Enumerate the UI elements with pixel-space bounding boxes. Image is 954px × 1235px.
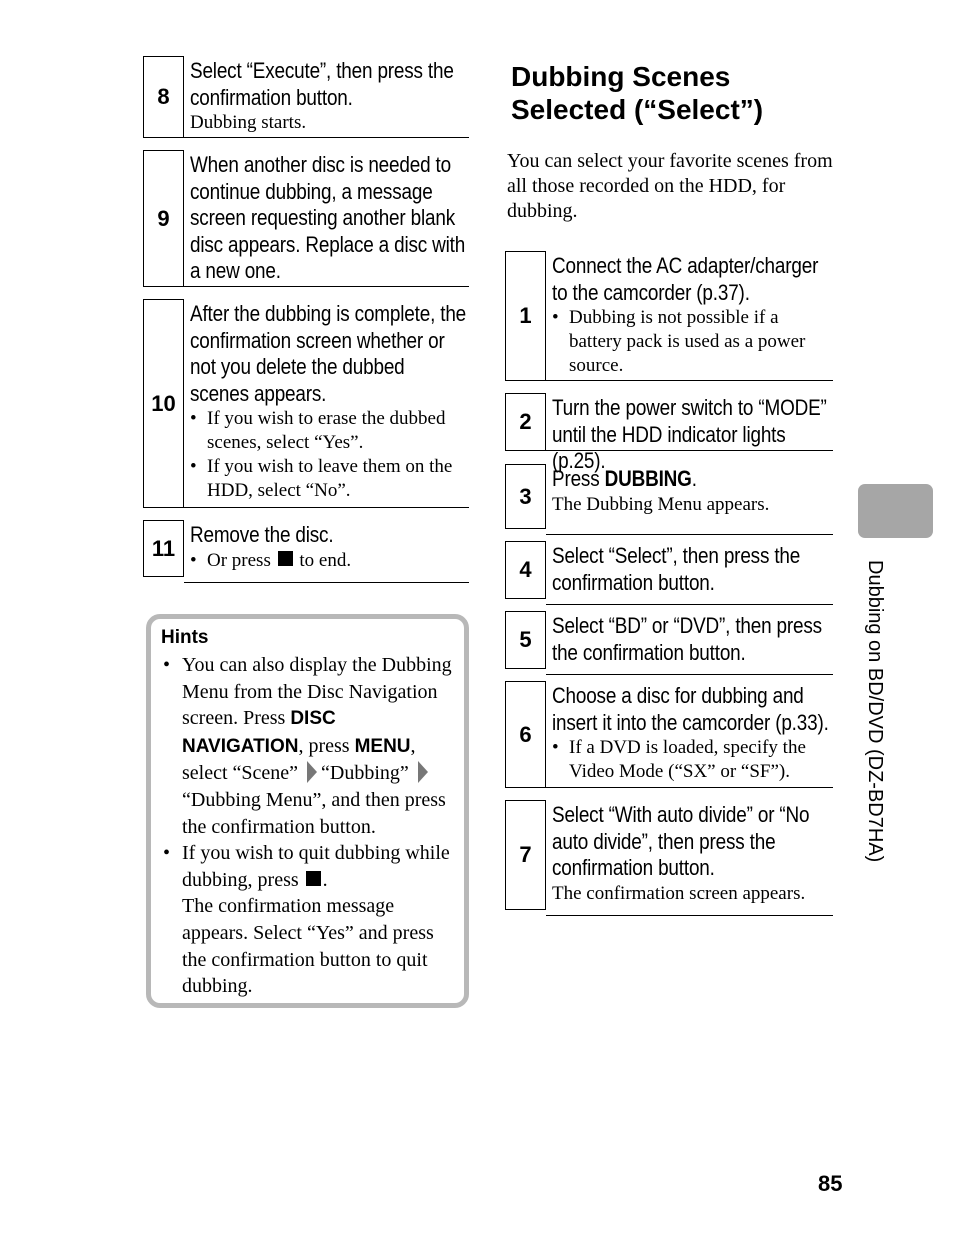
side-label-text: Dubbing on BD/DVD (DZ-BD7HA) (864, 560, 886, 863)
step-3 (505, 464, 833, 529)
step-divider (546, 534, 833, 535)
step-title: Select “Execute”, then press the confirmation button. (190, 58, 454, 110)
step-divider (546, 787, 833, 788)
step-number: 3 (505, 464, 546, 529)
menu-key: MENU (354, 735, 411, 757)
hints-box (146, 614, 469, 1008)
step-number: 5 (505, 611, 546, 669)
stop-icon (306, 871, 321, 886)
step-number: 8 (143, 56, 184, 138)
step-number: 2 (505, 393, 546, 451)
step-title: Turn the power switch to “MODE” until the HDD indicator lights (p.25). (552, 395, 827, 473)
hint-text: The confirmation message appears. Select “Yes” and press the confirmation button to quit dubbing. (182, 895, 434, 998)
step-number: 9 (143, 150, 184, 287)
arrow-right-icon (418, 761, 428, 783)
bullet-item: • Dubbing is not possible if a battery pack is used as a power source. (552, 306, 833, 378)
chapter-tab (858, 484, 933, 538)
step-divider (546, 604, 833, 605)
step-7 (505, 800, 833, 910)
step-description: The Dubbing Menu appears. (552, 493, 770, 515)
step-number: 7 (505, 800, 546, 910)
bullet-prefix: Or press (207, 549, 271, 571)
title-text: Press (552, 466, 600, 491)
step-divider (546, 915, 833, 916)
step-divider (546, 674, 833, 675)
step-number: 6 (505, 681, 546, 788)
step-title: After the dubbing is complete, the confirmation screen whether or not you delete the dubbed scenes appears. (190, 301, 467, 406)
step-title: Remove the disc. (190, 522, 334, 547)
bullet-suffix: to end. (299, 549, 352, 571)
arrow-right-icon (307, 761, 317, 783)
step-divider (184, 582, 469, 583)
hints-title: Hints (161, 627, 209, 648)
step-9 (143, 150, 469, 287)
step-title: Connect the AC adapter/charger to the camcorder (p.37). (552, 253, 819, 305)
hint-text: , select “Scene” (182, 734, 416, 785)
bullet-item: • If you wish to leave them on the HDD, select “No”. (190, 455, 469, 503)
step-divider (546, 380, 833, 381)
step-2 (505, 393, 833, 473)
step-6 (505, 681, 833, 788)
step-title (552, 466, 832, 493)
stop-icon (278, 551, 293, 566)
hint-text: If you wish to quit dubbing while dubbing, press (182, 842, 450, 891)
step-8 (143, 56, 469, 138)
step-5 (505, 611, 833, 669)
step-number: 10 (143, 299, 184, 508)
hint-text: You can also display the Dubbing Menu from the Disc Navigation screen. Press (182, 654, 452, 730)
hint-text: . (322, 868, 328, 891)
step-number: 1 (505, 251, 546, 381)
step-title: Select “Select”, then press the confirmation button. (552, 543, 801, 595)
step-description: Dubbing starts. (190, 112, 307, 133)
step-title: Select “BD” or “DVD”, then press the confirmation button. (552, 613, 822, 665)
step-number: 11 (143, 520, 184, 577)
bullet-item: • If a DVD is loaded, specify the Video Mode (“SX” or “SF”). (552, 736, 833, 784)
section-title: Dubbing Scenes Selected (“Select”) (511, 61, 764, 125)
dubbing-key: DUBBING (604, 466, 692, 491)
hint-item (161, 652, 461, 840)
step-title: Select “With auto divide” or “No auto divide”, then press the confirmation button. (552, 802, 810, 880)
hint-item (161, 840, 461, 1000)
disc-navigation-key: DISC NAVIGATION (182, 708, 336, 757)
bullet-item (190, 549, 469, 573)
title-text: . (691, 466, 697, 491)
step-number: 4 (505, 541, 546, 599)
step-divider (184, 286, 469, 287)
hint-text: “Dubbing Menu”, and then press the confirmation button. (182, 788, 446, 838)
step-divider (184, 507, 469, 508)
step-description: The confirmation screen appears. (552, 882, 806, 904)
step-1 (505, 251, 833, 381)
bullet-item: • If you wish to erase the dubbed scenes, select “Yes”. (190, 407, 469, 455)
step-title: Choose a disc for dubbing and insert it into the camcorder (p.33). (552, 683, 829, 735)
step-divider (184, 137, 469, 138)
hint-text: “Dubbing” (321, 762, 409, 785)
hint-text: , press (298, 734, 350, 757)
step-title: When another disc is needed to continue dubbing, a message screen requesting another blank disc appears. Replace a disc with a new one. (190, 152, 466, 283)
step-4 (505, 541, 833, 599)
side-label (848, 560, 898, 863)
section-intro: You can select your favorite scenes from all those recorded on the HDD, for dubbing. (507, 150, 833, 222)
page-number: 85 (818, 1171, 843, 1196)
step-11 (143, 520, 469, 577)
step-10 (143, 299, 469, 508)
